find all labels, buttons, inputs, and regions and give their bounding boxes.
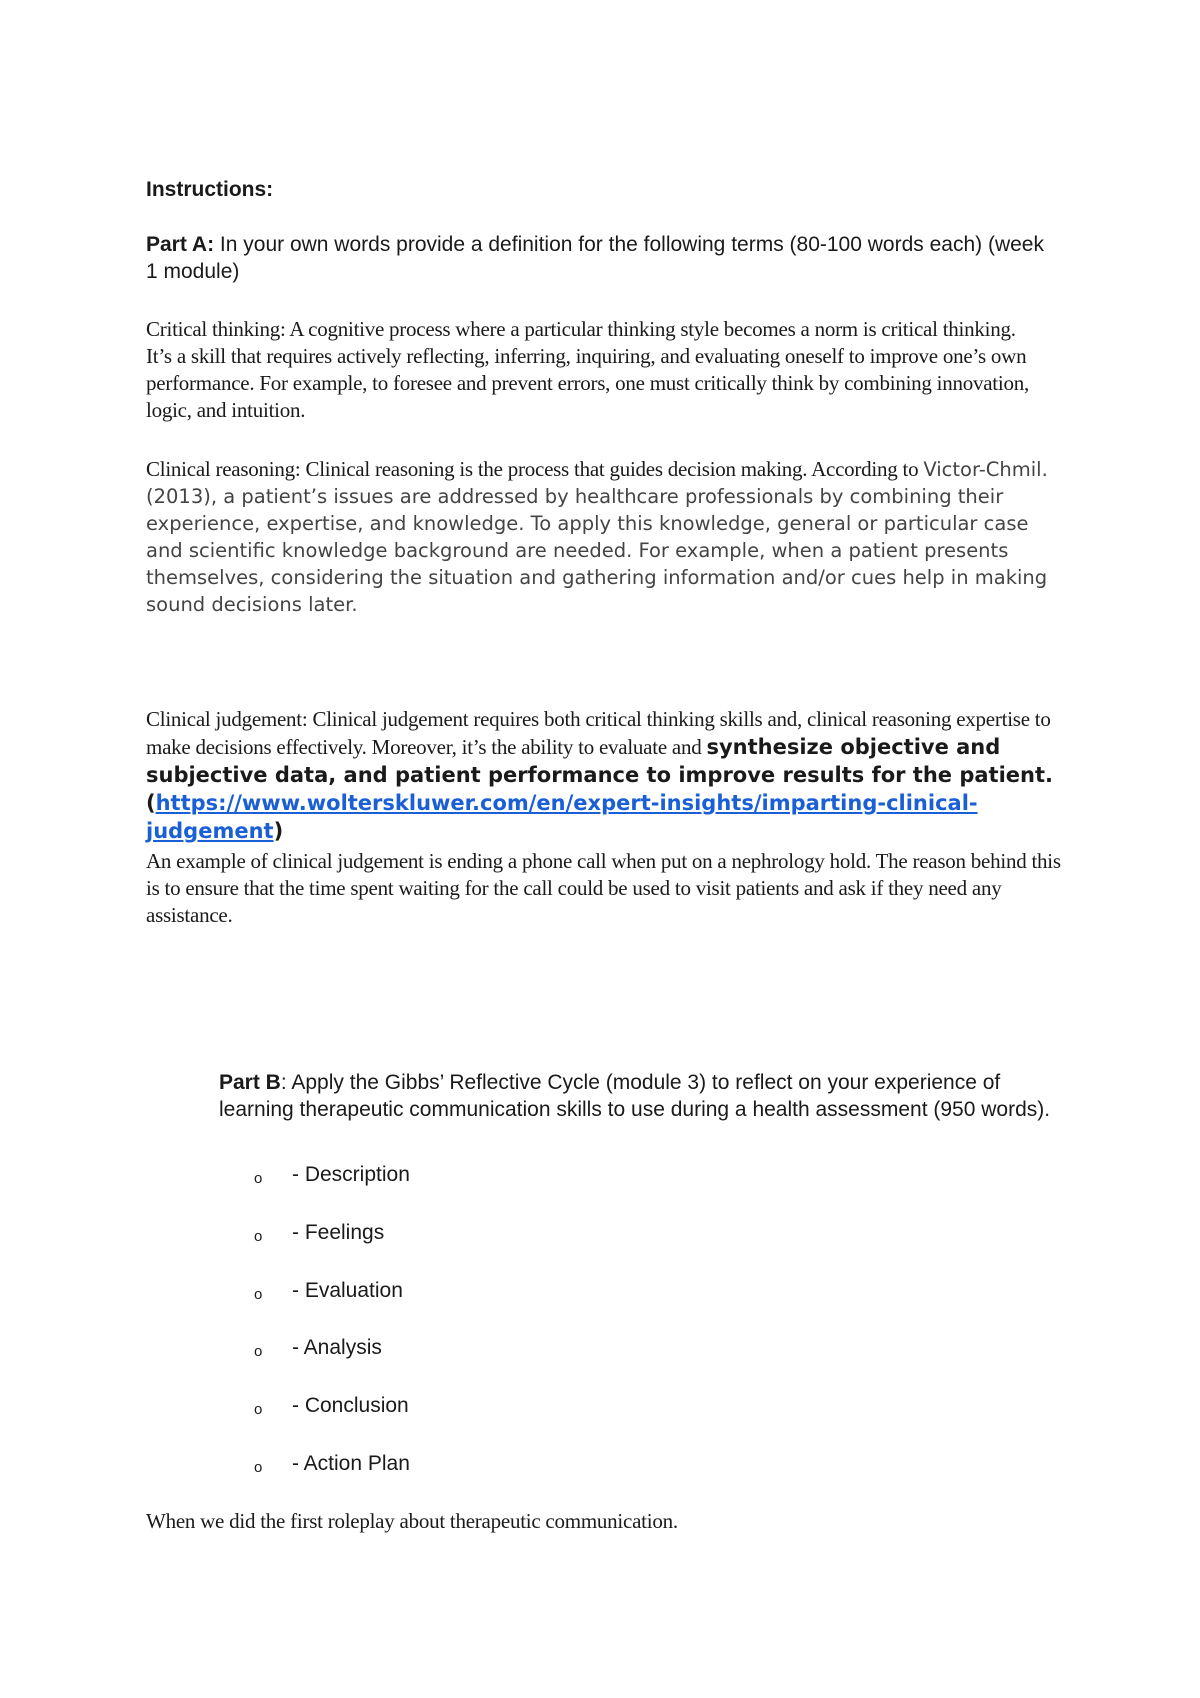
part-a-label: Part A: (146, 233, 215, 256)
part-b-text: : Apply the Gibbs’ Reflective Cycle (module 3) to reflect on your experience of learning therapeutic communication skills to use during a health assessment (950 words). (219, 1071, 1051, 1121)
bullet-marker: o (254, 1343, 263, 1360)
document-page: Instructions: Part A: In your own words provide a definition for the following terms (80-100 words each) (week 1 module) Critical thinking: A cognitive process where a particular thinking style becomes a norm is critical thinking. It’s a skill that requires actively reflecting, inferring, inquiring, and evaluating oneself to improve one’s own performance. For example, to foresee and prevent errors, one must critically think by combining innovation, logic, and intuition. Clinical reasoning: Clinical reasoning is the process that guides decision making. According to Victor-Chmil. (2013), a patient’s issues are addressed by healthcare professionals by combining their experience, expertise, and knowledge. To apply this knowledge, general or particular case and scientific knowledge background are needed. For example, when a patient presents themselves, considering the situation and gathering information and/or cues help in making sound decisions later. Clinical judgement: Clinical judgement requires both critical thinking skills and, clinical reasoning expertise to make decisions effectively. Moreover, it’s the ability to evaluate and synthesize objective and subjective data, and patient performance to improve results for the patient. (https://www.wolterskluwer.com/en/expert-insights/imparting-clinical-judgement) An example of clinical judgement is ending a phone call when put on a nephrology hold. The reason behind this is to ensure that the time spent waiting for the call could be used to visit patients and ask if they need any assistance. Part B: Apply the Gibbs’ Reflective Cycle (module 3) to reflect on your experience of learning therapeutic communication skills to use during a health assessment (950 words). o - Description o - Feelings o - Evaluation o - Analysis o - Conclusion o - Action Plan When we did the first roleplay about therapeutic communication. (0, 0, 1200, 1698)
part-a-paragraph (146, 231, 1061, 285)
part-b-paragraph (219, 1069, 1069, 1123)
clinical-judgement-bold: synthesize objective and subjective data, and patient performance to improve results for the patient. ( (146, 735, 1053, 815)
bullet-marker: o (254, 1286, 263, 1303)
bullet-marker: o (254, 1459, 263, 1476)
close-paren: ) (273, 819, 284, 843)
part-b-label: Part B (219, 1071, 281, 1094)
wolterskluwer-link[interactable]: https://www.wolterskluwer.com/en/expert-insights/imparting-clinical-judgement (146, 791, 978, 843)
clinical-judgement-paragraph (146, 706, 1076, 845)
clinical-reasoning-paragraph (146, 456, 1051, 618)
bullet-marker: o (254, 1170, 263, 1187)
clinical-judgement-serif: Clinical judgement: Clinical judgement requires both critical thinking skills and, clinical reasoning expertise to make decisions effectively. Moreover, it’s the ability to evaluate and (146, 707, 1051, 759)
instructions-heading: Instructions: (146, 178, 274, 201)
bullet-marker: o (254, 1228, 263, 1245)
part-a-text: In your own words provide a definition for the following terms (80-100 words each) (week 1 module) (146, 233, 1044, 283)
clinical-reasoning-sans: Victor-Chmil. (2013), a patient’s issues are addressed by healthcare professionals by combining their experience, expertise, and knowledge. To apply this knowledge, general or particular case and scientific knowledge background are needed. For example, when a patient presents themselves, considering the situation and gathering information and/or cues help in making sound decisions later. (146, 458, 1048, 616)
closing-text: When we did the first roleplay about therapeutic communication. (146, 1509, 678, 1533)
clinical-judgement-example: An example of clinical judgement is ending a phone call when put on a nephrology hold. The reason behind this is to ensure that the time spent waiting for the call could be used to visit patients and ask if they need any assistance. (146, 849, 1061, 927)
clinical-reasoning-serif: Clinical reasoning: Clinical reasoning is the process that guides decision making. According to (146, 457, 924, 481)
critical-thinking-paragraph: Critical thinking: A cognitive process where a particular thinking style becomes a norm is critical thinking. It’s a skill that requires actively reflecting, inferring, inquiring, and evaluating oneself to improve one’s own performance. For example, to foresee and prevent errors, one must critically think by combining innovation, logic, and intuition. (146, 317, 1029, 422)
bullet-marker: o (254, 1401, 263, 1418)
